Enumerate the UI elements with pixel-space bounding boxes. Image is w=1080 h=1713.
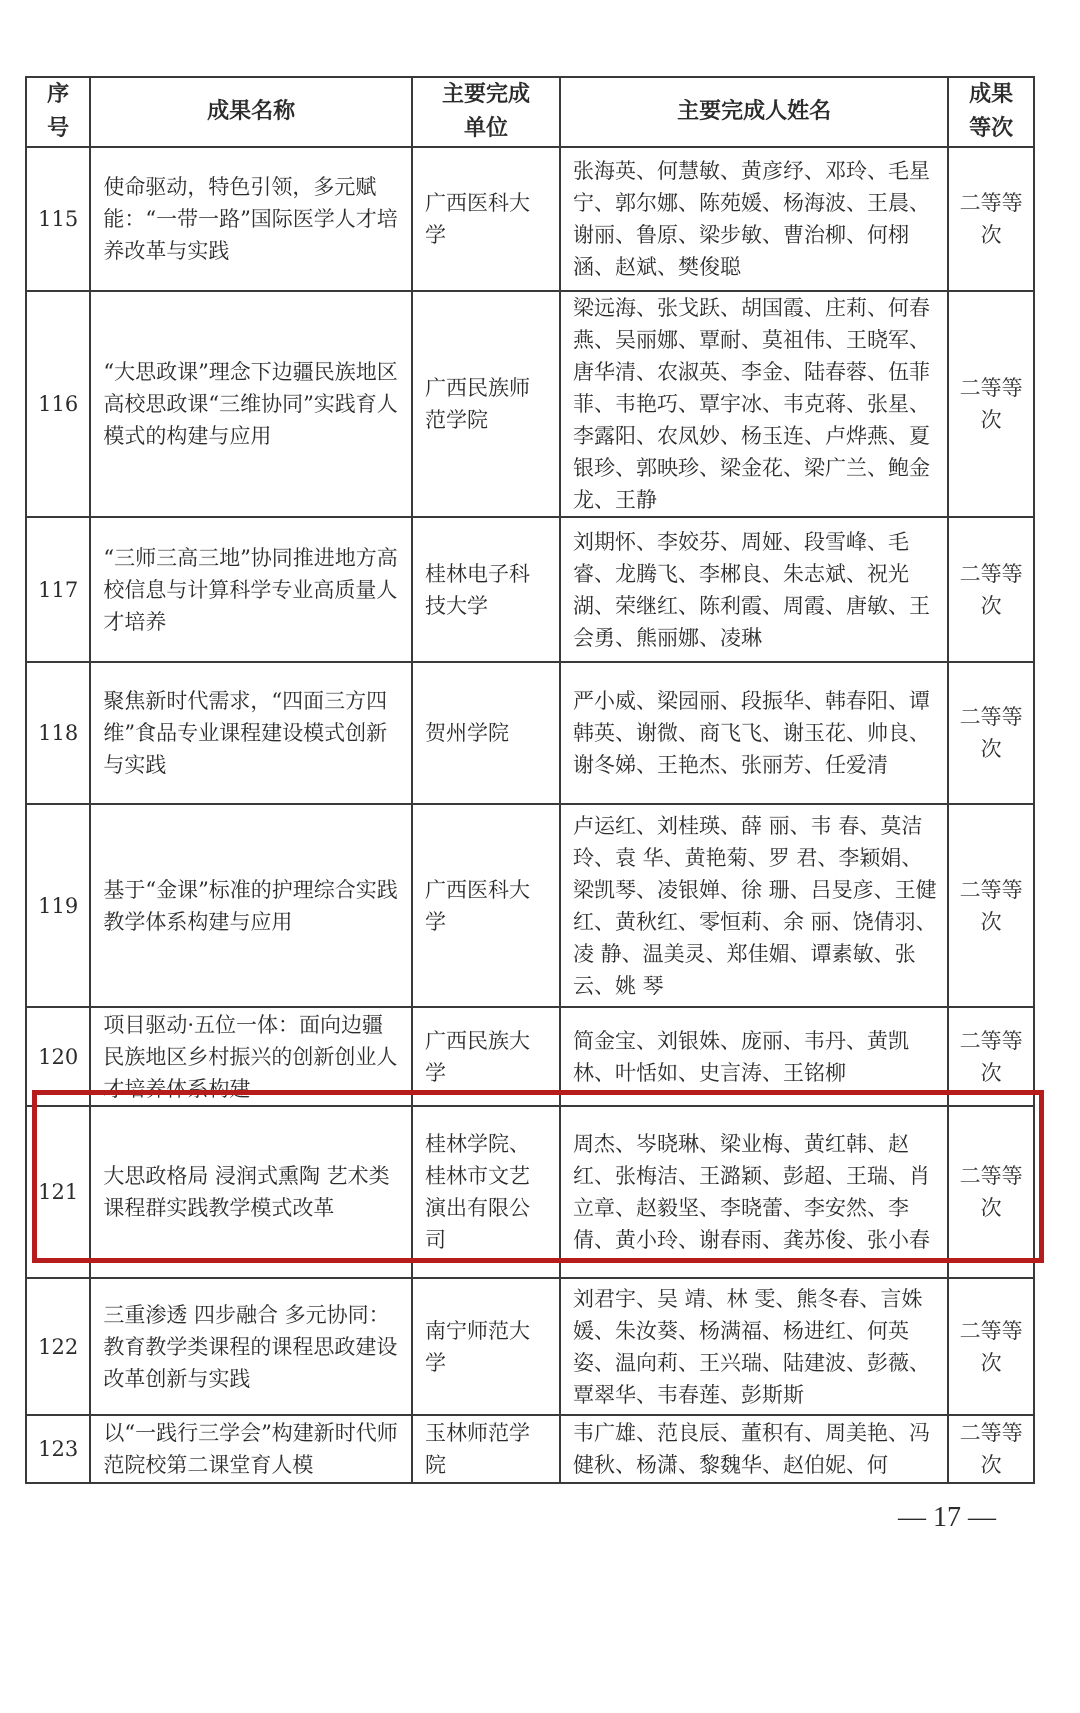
row-number: 117 bbox=[26, 517, 90, 662]
row-number: 123 bbox=[26, 1415, 90, 1483]
table-row bbox=[26, 1415, 1034, 1483]
row-grade: 二等等次 bbox=[948, 1106, 1034, 1278]
row-title: 三重渗透 四步融合 多元协同：教育教学类课程的课程思政建设改革创新与实践 bbox=[90, 1278, 412, 1415]
row-title bbox=[90, 1415, 412, 1483]
awards-table bbox=[25, 76, 1035, 1484]
row-names bbox=[560, 1415, 948, 1483]
row-number: 118 bbox=[26, 662, 90, 804]
row-number: 121 bbox=[26, 1106, 90, 1278]
header-title: 成果名称 bbox=[90, 77, 412, 147]
row-title-text: 项目驱动·五位一体：面向边疆民族地区乡村振兴的创新创业人才培养体系构建 bbox=[103, 1012, 398, 1101]
row-grade: 二等等次 bbox=[948, 291, 1034, 517]
row-names: 简金宝、刘银姝、庞丽、韦丹、黄凯林、叶恬如、史言涛、王铭柳 bbox=[560, 1007, 948, 1106]
row-names: 刘君宇、吴 靖、林 雯、熊冬春、言姝媛、朱汝葵、杨满福、杨进红、何英姿、温向莉、王兴瑞、陆建波、彭薇、覃翠华、韦春莲、彭斯斯 bbox=[560, 1278, 948, 1415]
row-title: “三师三高三地”协同推进地方高校信息与计算科学专业高质量人才培养 bbox=[90, 517, 412, 662]
row-names: 梁远海、张戈跃、胡国霞、庄莉、何春燕、吴丽娜、覃耐、莫祖伟、王晓军、唐华清、农淑英、李金、陆春蓉、伍菲菲、韦艳巧、覃宇冰、韦克蒋、张星、李露阳、农凤妙、杨玉连、卢烨燕、夏银珍、郭映珍、梁金花、梁广兰、鲍金龙、王静 bbox=[560, 291, 948, 517]
header-seq: 序 号 bbox=[26, 77, 90, 147]
row-unit: 广西民族师范学院 bbox=[412, 291, 560, 517]
row-names: 张海英、何慧敏、黄彦纾、邓玲、毛星宁、郭尔娜、陈苑媛、杨海波、王晨、谢丽、鲁原、梁步敏、曹治柳、何栩涵、赵斌、樊俊聪 bbox=[560, 147, 948, 291]
row-title: 聚焦新时代需求，“四面三方四维”食品专业课程建设模式创新与实践 bbox=[90, 662, 412, 804]
row-names: 刘期怀、李姣芬、周娅、段雪峰、毛睿、龙腾飞、李郴良、朱志斌、祝光湖、荣继红、陈利霞、周霞、唐敏、王会勇、熊丽娜、凌琳 bbox=[560, 517, 948, 662]
table-row bbox=[26, 662, 1034, 804]
header-grade: 成果 等次 bbox=[948, 77, 1034, 147]
page-number: — 17 — bbox=[898, 1502, 996, 1533]
row-names: 严小威、梁园丽、段振华、韩春阳、谭韩英、谢微、商飞飞、谢玉花、帅良、谢冬娣、王艳杰、张丽芳、任爱清 bbox=[560, 662, 948, 804]
row-unit: 广西医科大学 bbox=[412, 147, 560, 291]
table-row bbox=[26, 517, 1034, 662]
row-unit: 广西医科大学 bbox=[412, 804, 560, 1007]
row-title bbox=[90, 1007, 412, 1106]
row-title-text: 以“一践行三学会”构建新时代师范院校第二课堂育人模 bbox=[103, 1421, 398, 1477]
header-row bbox=[26, 77, 1034, 147]
row-unit: 桂林学院、桂林市文艺演出有限公司 bbox=[412, 1106, 560, 1278]
table-row bbox=[26, 1278, 1034, 1415]
row-number: 122 bbox=[26, 1278, 90, 1415]
row-grade: 二等等次 bbox=[948, 517, 1034, 662]
header-names: 主要完成人姓名 bbox=[560, 77, 948, 147]
row-number: 115 bbox=[26, 147, 90, 291]
row-number: 120 bbox=[26, 1007, 90, 1106]
header-unit: 主要完成 单位 bbox=[412, 77, 560, 147]
row-number: 119 bbox=[26, 804, 90, 1007]
row-title: 大思政格局 浸润式熏陶 艺术类课程群实践教学模式改革 bbox=[90, 1106, 412, 1278]
table-row bbox=[26, 147, 1034, 291]
row-title: 基于“金课”标准的护理综合实践教学体系构建与应用 bbox=[90, 804, 412, 1007]
row-grade: 二等等次 bbox=[948, 1278, 1034, 1415]
row-unit: 桂林电子科技大学 bbox=[412, 517, 560, 662]
row-grade: 二等等次 bbox=[948, 1007, 1034, 1106]
table-row bbox=[26, 291, 1034, 517]
table-row bbox=[26, 804, 1034, 1007]
row-names: 卢运红、刘桂瑛、薛 丽、韦 春、莫洁玲、袁 华、黄艳菊、罗 君、李颖娟、梁凯琴、凌银婵、徐 珊、吕旻彦、王健红、黄秋红、零恒莉、余 丽、饶倩羽、凌 静、温美灵、郑佳媚、谭素敏、张 云、姚 琴 bbox=[560, 804, 948, 1007]
row-grade: 二等等次 bbox=[948, 1415, 1034, 1483]
row-unit: 广西民族大学 bbox=[412, 1007, 560, 1106]
table-row bbox=[26, 1106, 1034, 1278]
row-title: 使命驱动，特色引领，多元赋能：“一带一路”国际医学人才培养改革与实践 bbox=[90, 147, 412, 291]
table-row bbox=[26, 1007, 1034, 1106]
row-names-text: 韦广雄、范良辰、董积有、周美艳、冯健秋、杨潇、黎魏华、赵伯妮、何 bbox=[572, 1421, 930, 1477]
row-number: 116 bbox=[26, 291, 90, 517]
row-grade: 二等等次 bbox=[948, 147, 1034, 291]
row-unit: 贺州学院 bbox=[412, 662, 560, 804]
row-grade: 二等等次 bbox=[948, 662, 1034, 804]
row-unit: 南宁师范大学 bbox=[412, 1278, 560, 1415]
row-title: “大思政课”理念下边疆民族地区高校思政课“三维协同”实践育人模式的构建与应用 bbox=[90, 291, 412, 517]
row-names: 周杰、岑晓琳、梁业梅、黄红韩、赵红、张梅洁、王潞颖、彭超、王瑞、肖立章、赵毅坚、李晓蕾、李安然、李倩、黄小玲、谢春雨、龚苏俊、张小春 bbox=[560, 1106, 948, 1278]
row-grade: 二等等次 bbox=[948, 804, 1034, 1007]
row-unit: 玉林师范学院 bbox=[412, 1415, 560, 1483]
